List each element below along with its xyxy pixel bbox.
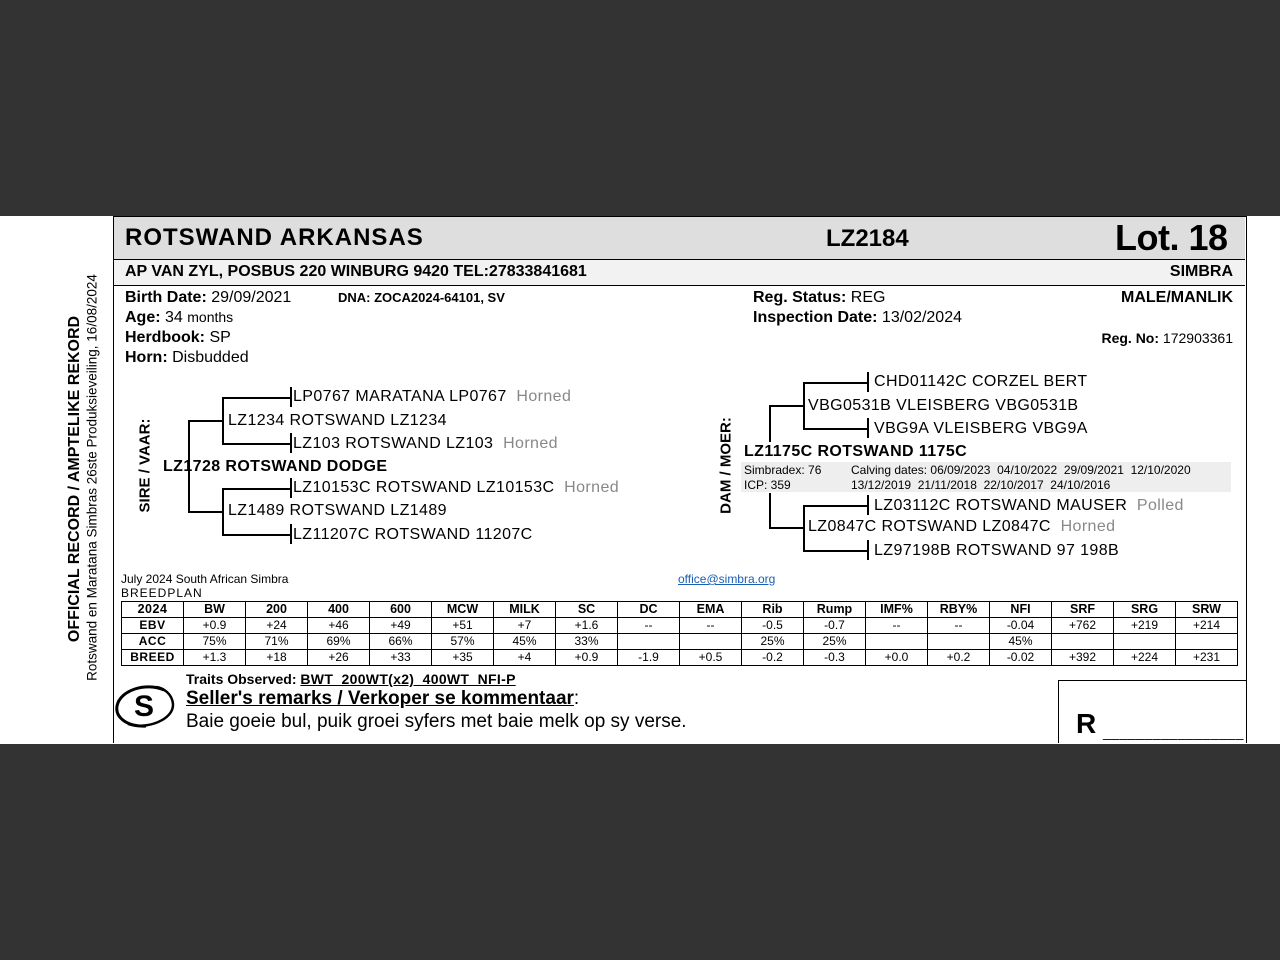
ebv-cell: +392	[1052, 650, 1114, 666]
ebv-cell: -0.2	[742, 650, 804, 666]
ebv-cell: +35	[432, 650, 494, 666]
dam-lower-branch	[769, 493, 771, 528]
sds-connector	[222, 488, 290, 490]
age-label: Age:	[125, 309, 161, 326]
traits-observed	[186, 671, 516, 687]
remarks-colon: :	[573, 688, 580, 709]
ebv-cell	[618, 634, 680, 650]
ebv-cell: +224	[1114, 650, 1176, 666]
sire-dam-dam: LZ11207C ROTSWAND 11207C	[293, 526, 533, 543]
ebv-cell: -1.9	[618, 650, 680, 666]
ebv-cell: +219	[1114, 618, 1176, 634]
calving-label: Calving dates:	[851, 463, 928, 477]
herdbook-label: Herdbook:	[125, 329, 205, 346]
ebv-cell: 2024	[122, 602, 184, 618]
ssd-horn: Horned	[503, 435, 558, 452]
ebv-cell: +1.6	[556, 618, 618, 634]
simbradex: Simbradex: 76	[744, 463, 822, 477]
horn-label: Horn:	[125, 349, 168, 366]
herdbook	[125, 329, 231, 347]
ebv-cell: SRG	[1114, 602, 1176, 618]
reg-number	[1101, 330, 1233, 346]
birth-date-value: 29/09/2021	[211, 289, 292, 306]
dd-name: LZ0847C ROTSWAND LZ0847C	[808, 518, 1051, 535]
ebv-cell: --	[618, 618, 680, 634]
ebv-cell: +24	[246, 618, 308, 634]
ebv-cell	[1176, 634, 1238, 650]
ebv-cell	[1114, 634, 1176, 650]
ebv-header-row	[122, 602, 1238, 618]
ssd-tick	[290, 433, 292, 453]
ebv-row-breed	[122, 650, 1238, 666]
sire-dam-sire	[293, 479, 619, 497]
breed-label: SIMBRA	[1169, 263, 1233, 280]
age-value: 34	[165, 309, 183, 326]
ebv-cell: -0.02	[990, 650, 1052, 666]
ebv-cell: SRW	[1176, 602, 1238, 618]
birth-date-label: Birth Date:	[125, 289, 207, 306]
ebv-cell: -0.3	[804, 650, 866, 666]
dsd-connector	[803, 428, 869, 430]
email-link[interactable]: office@simbra.org	[678, 572, 776, 586]
dsd-tick	[867, 418, 869, 438]
ebv-cell: +0.2	[928, 650, 990, 666]
sire-lower-connector	[188, 511, 222, 513]
animal-id: LZ2184	[826, 225, 909, 252]
ebv-cell: --	[928, 618, 990, 634]
ebv-cell: -0.7	[804, 618, 866, 634]
ebv-cell: +231	[1176, 650, 1238, 666]
ebv-cell: 25%	[804, 634, 866, 650]
ebv-cell: BW	[184, 602, 246, 618]
ebv-cell: +7	[494, 618, 556, 634]
dss-tick	[867, 372, 869, 392]
reg-status-label: Reg. Status:	[753, 289, 847, 306]
dam-sire-dam: VBG9A VLEISBERG VBG9A	[874, 420, 1088, 437]
ebv-cell: +4	[494, 650, 556, 666]
owner-address: AP VAN ZYL, POSBUS 220 WINBURG 9420 TEL:27833841681	[125, 263, 587, 280]
ebv-cell: +33	[370, 650, 432, 666]
ebv-cell	[928, 634, 990, 650]
ss-branch-line	[222, 397, 224, 443]
ebv-cell: +26	[308, 650, 370, 666]
reg-status	[753, 289, 885, 307]
dam-sire-sire: CHD01142C CORZEL BERT	[874, 373, 1088, 390]
ebv-cell: +214	[1176, 618, 1238, 634]
dam-label: DAM / MOER:	[717, 417, 735, 514]
sds-tick	[290, 478, 292, 498]
dd-connector	[769, 527, 803, 529]
ebv-cell: 45%	[494, 634, 556, 650]
sire-sire-sire	[293, 388, 571, 406]
sss-tick	[290, 387, 292, 407]
age-unit: months	[187, 309, 234, 325]
ebv-cell: 69%	[308, 634, 370, 650]
sdd-connector	[222, 534, 290, 536]
ssd-name: LZ103 ROTSWAND LZ103	[293, 435, 494, 452]
sire-sire-dam	[293, 435, 558, 453]
simbra-logo-icon	[114, 680, 176, 730]
ebv-cell: EBV	[122, 618, 184, 634]
dds-connector	[803, 505, 869, 507]
ebv-cell: 600	[370, 602, 432, 618]
inspection-date	[753, 309, 962, 327]
horn-status	[125, 349, 249, 367]
ebv-cell: 400	[308, 602, 370, 618]
ebv-cell: +0.9	[556, 650, 618, 666]
ebv-cell: --	[680, 618, 742, 634]
ebv-cell: RBY%	[928, 602, 990, 618]
ebv-cell: -0.04	[990, 618, 1052, 634]
ebv-cell: +0.0	[866, 650, 928, 666]
ebv-cell: +51	[432, 618, 494, 634]
dam-dam-dam: LZ97198B ROTSWAND 97 198B	[874, 542, 1120, 559]
ebv-cell: +0.5	[680, 650, 742, 666]
ebv-cell: 57%	[432, 634, 494, 650]
inspection-value: 13/02/2024	[881, 309, 962, 326]
dam-sire: VBG0531B VLEISBERG VBG0531B	[808, 397, 1079, 414]
ebv-cell: BREED	[122, 650, 184, 666]
dds-tick	[867, 495, 869, 515]
reg-number-value: 172903361	[1162, 330, 1233, 346]
ebv-cell: +0.9	[184, 618, 246, 634]
ebv-cell: +762	[1052, 618, 1114, 634]
sss-connector	[222, 397, 290, 399]
logo-letter: S	[134, 690, 155, 723]
ebv-cell: SC	[556, 602, 618, 618]
ebv-cell: 25%	[742, 634, 804, 650]
ebv-cell: Rump	[804, 602, 866, 618]
ebv-cell: 75%	[184, 634, 246, 650]
dd-branch-line	[803, 505, 805, 550]
herdbook-value: SP	[209, 329, 231, 346]
breedplan-label: BREEDPLAN	[121, 586, 203, 600]
calving-dates	[851, 463, 1191, 477]
sex-label: MALE/MANLIK	[1121, 289, 1233, 306]
remarks-heading	[186, 688, 579, 710]
dam-name: LZ1175C ROTSWAND 1175C	[744, 443, 968, 460]
ddd-tick	[867, 540, 869, 560]
sdd-tick	[290, 524, 292, 544]
ebv-cell: MCW	[432, 602, 494, 618]
dds-horn: Polled	[1136, 497, 1184, 514]
sds-name: LZ10153C ROTSWAND LZ10153C	[293, 479, 555, 496]
animal-name: ROTSWAND ARKANSAS	[125, 224, 424, 251]
dam-upper-branch	[769, 405, 771, 442]
dss-connector	[803, 382, 869, 384]
dam-dam	[808, 518, 1115, 536]
ebv-cell: DC	[618, 602, 680, 618]
ebv-row-acc	[122, 634, 1238, 650]
ebv-cell	[1052, 634, 1114, 650]
ebv-cell: +49	[370, 618, 432, 634]
ds-connector	[769, 405, 803, 407]
remarks-title: Seller's remarks / Verkoper se kommentaar	[186, 688, 574, 709]
ebv-cell: Rib	[742, 602, 804, 618]
sds-horn: Horned	[564, 479, 620, 496]
ebv-cell: 71%	[246, 634, 308, 650]
ebv-cell: SRF	[1052, 602, 1114, 618]
inspection-label: Inspection Date:	[753, 309, 878, 326]
sss-name: LP0767 MARATANA LP0767	[293, 388, 507, 405]
sire-dam: LZ1489 ROTSWAND LZ1489	[228, 502, 447, 519]
traits-value: BWT 200WT(x2) 400WT NFI-P	[300, 671, 516, 687]
ebv-cell	[866, 634, 928, 650]
ebv-cell: +46	[308, 618, 370, 634]
reg-status-value: REG	[850, 289, 886, 306]
ddd-connector	[803, 550, 869, 552]
ebv-cell: --	[866, 618, 928, 634]
ebv-cell: 200	[246, 602, 308, 618]
price-currency: R	[1076, 708, 1097, 739]
ebv-cell: NFI	[990, 602, 1052, 618]
traits-label: Traits Observed:	[186, 671, 297, 687]
ebv-cell: MILK	[494, 602, 556, 618]
auction-label: Rotswand en Maratana Simbras 26ste Produksieveiling, 16/08/2024	[84, 274, 100, 681]
sss-horn: Horned	[516, 388, 572, 405]
sire-sire: LZ1234 ROTSWAND LZ1234	[228, 412, 447, 429]
birth-date	[125, 289, 291, 307]
icp: ICP: 359	[744, 478, 791, 492]
ebv-cell: EMA	[680, 602, 742, 618]
ebv-table	[121, 601, 1238, 666]
ebv-cell: -0.5	[742, 618, 804, 634]
ebv-row-ebv	[122, 618, 1238, 634]
sd-branch-line	[222, 488, 224, 534]
calving-line2: 13/12/2019 21/11/2018 22/10/2017 24/10/2016	[851, 478, 1111, 492]
ebv-cell: 66%	[370, 634, 432, 650]
sire-upper-connector	[188, 420, 222, 422]
age	[125, 309, 233, 327]
lot-number: Lot. 18	[1115, 217, 1228, 258]
ebv-cell: 33%	[556, 634, 618, 650]
ebv-cell: ACC	[122, 634, 184, 650]
ebv-cell: IMF%	[866, 602, 928, 618]
calving-line1: 06/09/2023 04/10/2022 29/09/2021 12/10/2020	[930, 463, 1191, 477]
reg-number-label: Reg. No:	[1101, 330, 1160, 346]
official-record-label: OFFICIAL RECORD / AMPTELIKE REKORD	[66, 315, 83, 643]
dd-horn: Horned	[1060, 518, 1116, 535]
ssd-connector	[222, 443, 290, 445]
price-blank[interactable]: _________________	[1103, 724, 1244, 740]
ebv-cell: +18	[246, 650, 308, 666]
ebv-cell	[680, 634, 742, 650]
dds-name: LZ03112C ROTSWAND MAUSER	[874, 497, 1128, 514]
ds-branch-line	[803, 382, 805, 428]
breedplan-source: July 2024 South African Simbra	[121, 572, 289, 586]
remarks-text: Baie goeie bul, puik groei syfers met baie melk op sy verse.	[186, 711, 687, 732]
ebv-cell: +1.3	[184, 650, 246, 666]
sire-label: SIRE / VAAR:	[136, 418, 154, 513]
dam-dam-sire	[874, 497, 1184, 515]
ebv-cell: 45%	[990, 634, 1052, 650]
sire-name: LZ1728 ROTSWAND DODGE	[163, 458, 388, 475]
horn-value: Disbudded	[172, 349, 249, 366]
dna-info: DNA: ZOCA2024-64101, SV	[338, 290, 505, 305]
